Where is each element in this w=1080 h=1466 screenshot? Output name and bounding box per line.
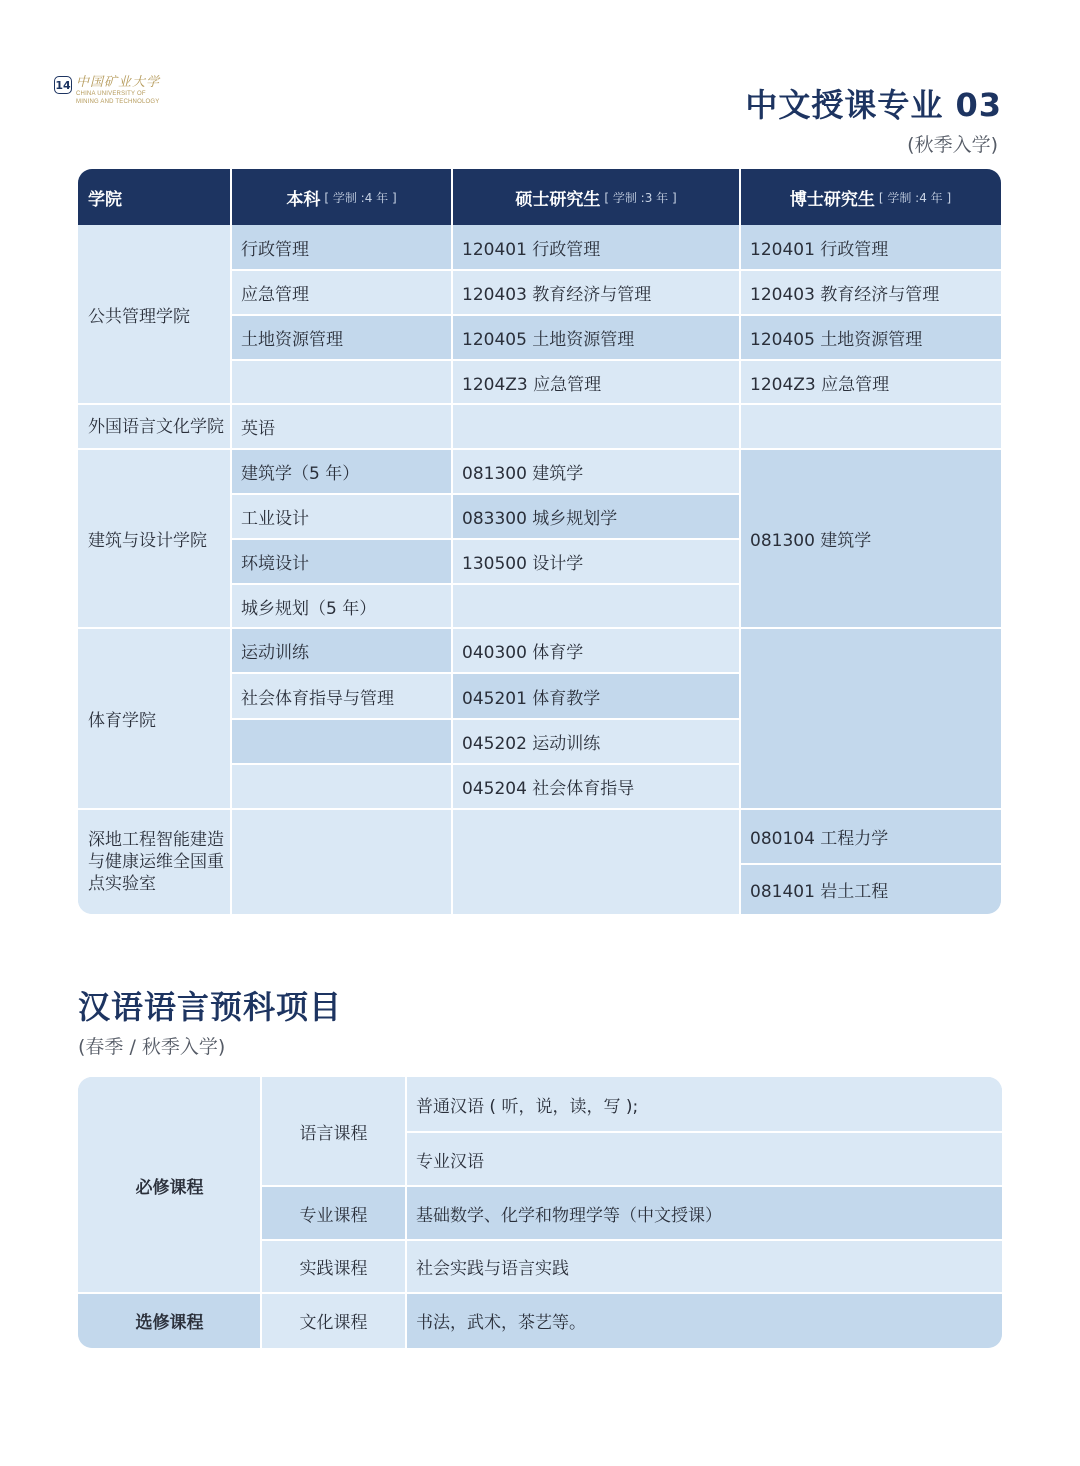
column-divider [739,169,741,914]
required-label: 必修课程 [78,1077,261,1293]
doctor-cell: 120405 土地资源管理 [740,315,1001,360]
college-name: 深地工程智能建造与健康运维全国重点实验室 [88,829,224,894]
logo-name-cn: 中国矿业大学 [76,75,161,90]
bachelor-cell: 应急管理 [231,270,452,315]
header-bachelor-years: [ 学制 :4 年 ] [324,190,397,205]
doctor-cell: 120401 行政管理 [740,225,1001,270]
row-divider [231,538,740,540]
category-cell: 实践课程 [261,1240,406,1293]
category-cell: 文化课程 [261,1293,406,1348]
bachelor-cell [231,764,452,809]
row-divider [406,1131,1002,1133]
row-divider [78,403,1001,405]
master-cell: 081300 建筑学 [452,449,740,494]
bachelor-cell: 运动训练 [231,628,452,673]
row-divider [78,808,1001,810]
master-cell [452,404,740,449]
college-name: 公共管理学院 [88,307,190,327]
row-divider [231,763,740,765]
doctor-cell [740,404,1001,449]
master-cell: 040300 体育学 [452,628,740,673]
majors-table [78,169,1001,914]
category-cell: 专业课程 [261,1186,406,1240]
content-cell: 书法，武术，茶艺等。 [406,1293,1002,1348]
bachelor-cell [231,809,452,864]
logo-name-en-1: CHINA UNIVERSITY OF [76,91,146,97]
bachelor-cell: 英语 [231,404,452,449]
master-cell: 120403 教育经济与管理 [452,270,740,315]
master-cell: 045201 体育教学 [452,673,740,719]
bachelor-cell: 行政管理 [231,225,452,270]
header-bachelor [231,169,452,225]
doctor-cell [740,628,1001,809]
row-divider [231,359,1001,361]
bachelor-cell: 土地资源管理 [231,315,452,360]
bachelor-cell: 社会体育指导与管理 [231,673,452,719]
doctor-cell: 120403 教育经济与管理 [740,270,1001,315]
college-cell [78,449,231,628]
content-cell: 专业汉语 [406,1132,1002,1186]
prep-course-table [78,1077,1002,1348]
doctor-cell: 1204Z3 应急管理 [740,360,1001,404]
master-cell: 120401 行政管理 [452,225,740,270]
bachelor-cell: 城乡规划（5 年） [231,584,452,628]
row-divider [78,448,1001,450]
header-master [452,169,740,225]
row-divider [231,583,740,585]
column-divider [451,169,453,914]
row-divider [261,1185,1002,1187]
college-name: 建筑与设计学院 [88,531,207,551]
section2-title: 汉语语言预科项目 [78,988,343,1026]
doctor-cell: 080104 工程力学 [740,809,1001,864]
master-cell [452,809,740,864]
column-divider [405,1077,407,1348]
college-cell [78,225,231,404]
bachelor-cell: 建筑学（5 年） [231,449,452,494]
row-divider [231,493,740,495]
content-cell: 社会实践与语言实践 [406,1240,1002,1293]
college-name: 外国语言文化学院 [88,416,224,437]
bachelor-cell [231,719,452,764]
master-cell: 083300 城乡规划学 [452,494,740,539]
row-divider [231,718,740,720]
row-divider [261,1239,1002,1241]
master-cell: 130500 设计学 [452,539,740,584]
master-cell: 1204Z3 应急管理 [452,360,740,404]
college-name: 体育学院 [88,711,156,731]
section1-subtitle: (秋季入学) [907,134,998,156]
row-divider [78,1292,1002,1294]
section1-title: 中文授课专业 03 [745,86,1002,124]
doctor-cell: 081300 建筑学 [740,449,1001,628]
bachelor-cell: 工业设计 [231,494,452,539]
header-college-label: 学院 [88,189,122,210]
row-divider [740,863,1001,865]
logo-name-en-2: MINING AND TECHNOLOGY [76,99,160,105]
row-divider [231,314,1001,316]
column-divider [260,1077,262,1348]
bachelor-cell: 环境设计 [231,539,452,584]
master-cell: 045202 运动训练 [452,719,740,764]
doctor-cell: 081401 岩土工程 [740,864,1001,914]
row-divider [231,269,1001,271]
content-cell: 基础数学、化学和物理学等（中文授课） [406,1186,1002,1240]
row-divider [78,627,1001,629]
master-cell [452,584,740,628]
column-divider [230,169,232,914]
row-divider [231,672,740,674]
university-logo [54,76,160,105]
college-cell [78,628,231,809]
header-master-years: [ 学制 :3 年 ] [604,190,677,205]
college-cell [78,809,231,914]
master-cell: 120405 土地资源管理 [452,315,740,360]
content-cell: 普通汉语 ( 听，说，读，写 ); [406,1077,1002,1132]
header-college [78,169,231,225]
bachelor-cell [231,360,452,404]
college-cell [78,404,231,449]
header-doctor [740,169,1001,225]
header-doctor-years: [ 学制 :4 年 ] [878,190,952,205]
category-cell: 语言课程 [261,1077,406,1186]
elective-label: 选修课程 [78,1293,261,1348]
bachelor-cell [231,864,452,914]
master-cell [452,864,740,914]
header-doctor-label: 博士研究生 [789,189,875,210]
logo-wordmark [76,76,160,105]
page-number: 14 [54,76,72,94]
header-master-label: 硕士研究生 [515,189,601,210]
master-cell: 045204 社会体育指导 [452,764,740,809]
header-bachelor-label: 本科 [286,189,321,210]
section2-subtitle: (春季 / 秋季入学) [78,1036,226,1058]
